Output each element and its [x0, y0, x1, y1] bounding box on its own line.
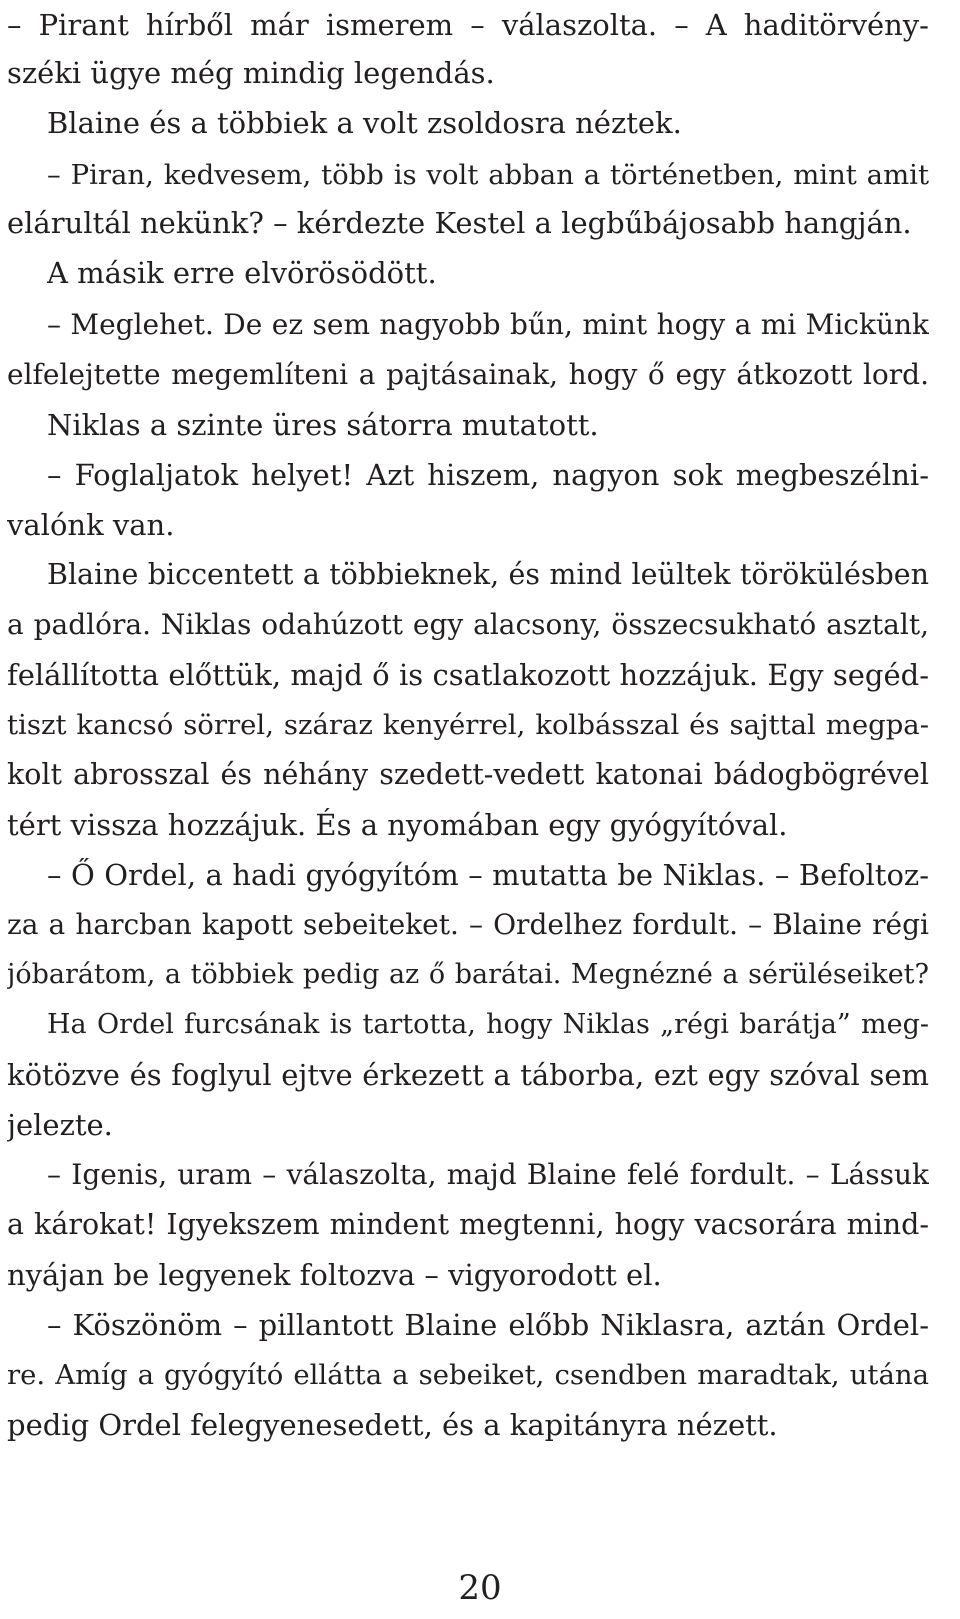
text-line: – Meglehet. De ez sem nagyobb bűn, mint hogy a mi Mickünk	[47, 308, 929, 341]
text-line: A másik erre elvörösödött.	[47, 256, 437, 290]
page-number: 20	[458, 1568, 502, 1608]
text-line: Blaine biccentett a többieknek, és mind leültek törökülésben	[47, 558, 929, 591]
text-line: tért vissza hozzájuk. És a nyomában egy gyógyítóval.	[7, 808, 788, 842]
text-line: pedig Ordel felegyenesedett, és a kapitányra nézett.	[7, 1408, 778, 1442]
text-line: – Pirant hírből már ismerem – válaszolta. – A haditörvény-	[7, 8, 929, 42]
text-line: nyájan be legyenek foltozva – vigyorodott el.	[7, 1258, 662, 1292]
text-line: – Foglaljatok helyet! Azt hiszem, nagyon sok megbeszélni-	[47, 458, 929, 492]
text-line: Blaine és a többiek a volt zsoldosra néztek.	[47, 106, 682, 140]
text-line: re. Amíg a gyógyító ellátta a sebeiket, csendben maradtak, utána	[7, 1359, 929, 1391]
text-line: Ha Ordel furcsának is tartotta, hogy Niklas „régi barátja” meg-	[47, 1009, 929, 1040]
text-line: tiszt kancsó sörrel, száraz kenyérrel, kolbásszal és sajttal megpa-	[7, 709, 929, 741]
text-line: – Igenis, uram – válaszolta, majd Blaine felé fordult. – Lássuk	[47, 1158, 929, 1191]
text-line: széki ügye még mindig legendás.	[7, 56, 495, 90]
text-line: jelezte.	[7, 1108, 113, 1142]
text-line: Niklas a szinte üres sátorra mutatott.	[47, 408, 599, 442]
text-line: a károkat! Igyekszem mindent megtenni, hogy vacsorára mind-	[7, 1208, 929, 1241]
text-line: kolt abrosszal és néhány szedett-vedett katonai bádogbögrével	[7, 758, 929, 791]
text-line: kötözve és foglyul ejtve érkezett a táborba, ezt egy szóval sem	[7, 1058, 929, 1092]
text-line: – Ő Ordel, a hadi gyógyítóm – mutatta be Niklas. – Befoltoz-	[47, 858, 929, 892]
text-line: – Köszönöm – pillantott Blaine előbb Niklasra, aztán Ordel-	[47, 1308, 929, 1342]
text-line: za a harcban kapott sebeiteket. – Ordelhez fordult. – Blaine régi	[7, 908, 929, 941]
text-line: valónk van.	[7, 508, 175, 542]
text-line: a padlóra. Niklas odahúzott egy alacsony, összecsukható asztalt,	[7, 608, 929, 641]
text-line: elfelejtette megemlíteni a pajtásainak, hogy ő egy átkozott lord.	[7, 358, 929, 391]
text-line: jóbarátom, a többiek pedig az ő barátai. Megnézné a sérüléseiket?	[7, 959, 929, 990]
text-line: – Piran, kedvesem, több is volt abban a történetben, mint amit	[47, 159, 929, 191]
text-line: felállította előttük, majd ő is csatlakozott hozzájuk. Egy segéd-	[7, 658, 929, 692]
text-line: elárultál nekünk? – kérdezte Kestel a legbűbájosabb hangján.	[7, 206, 912, 240]
